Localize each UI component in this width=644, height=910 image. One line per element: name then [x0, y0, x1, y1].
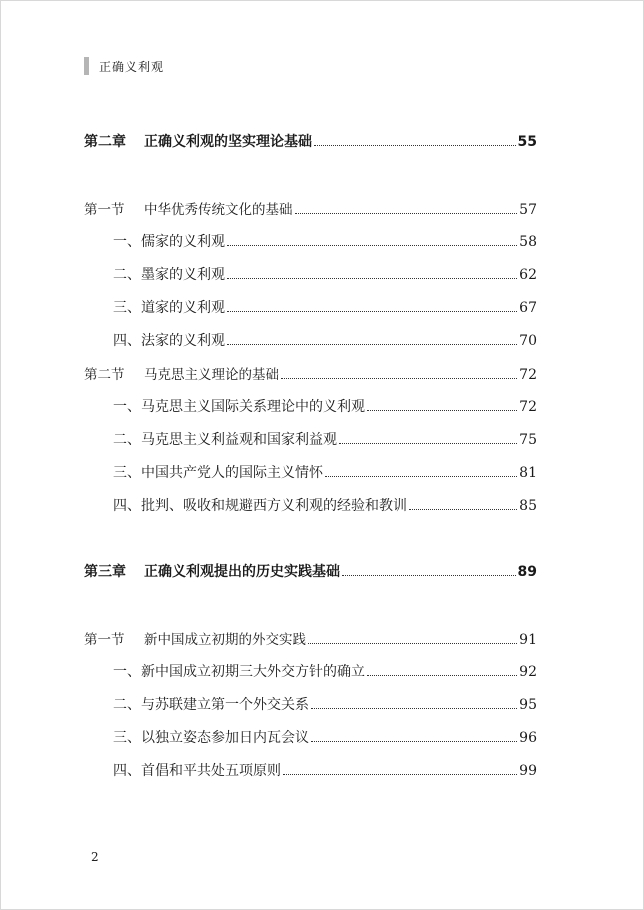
toc-entry-subsection[interactable]	[113, 495, 537, 517]
toc-entry-page: 91	[519, 632, 537, 648]
toc-dot-leader	[308, 643, 517, 644]
toc-dot-leader	[283, 774, 517, 775]
toc-entry-subsection[interactable]	[113, 661, 537, 683]
running-head-title: 正确义利观	[99, 59, 165, 74]
toc-entry-subsection[interactable]	[113, 760, 537, 782]
toc-entry-page: 58	[519, 234, 537, 250]
toc-entry-page: 89	[517, 564, 537, 580]
toc-entry-label: 一、	[113, 664, 141, 680]
toc-dot-leader	[367, 675, 517, 676]
toc-entry-subsection[interactable]	[113, 231, 537, 253]
toc-entry-section[interactable]	[84, 363, 537, 385]
toc-entry-section[interactable]	[84, 198, 537, 220]
toc-entry-page: 92	[519, 664, 537, 680]
toc-entry-subsection[interactable]	[113, 727, 537, 749]
toc-dot-leader	[314, 145, 516, 146]
toc-dot-leader	[339, 443, 517, 444]
toc-entry-page: 72	[519, 367, 537, 383]
toc-dot-leader	[295, 213, 518, 214]
running-head	[84, 57, 164, 75]
toc-entry-title: 马克思主义理论的基础	[144, 367, 279, 383]
toc-dot-leader	[311, 708, 517, 709]
toc-entry-title: 以独立姿态参加日内瓦会议	[141, 730, 309, 746]
toc-entry-page: 57	[519, 202, 537, 218]
toc-entry-subsection[interactable]	[113, 330, 537, 352]
toc-entry-subsection[interactable]	[113, 297, 537, 319]
toc-entry-subsection[interactable]	[113, 694, 537, 716]
toc-dot-leader	[227, 311, 517, 312]
toc-entry-title: 新中国成立初期三大外交方针的确立	[141, 664, 365, 680]
toc-entry-page: 75	[519, 432, 537, 448]
toc-entry-label: 二、	[113, 432, 141, 448]
toc-entry-label: 二、	[113, 267, 141, 283]
toc-entry-label: 二、	[113, 697, 141, 713]
toc-entry-label: 三、	[113, 730, 141, 746]
toc-entry-chapter[interactable]	[84, 131, 537, 153]
toc-entry-page: 62	[519, 267, 537, 283]
toc-dot-leader	[367, 410, 517, 411]
toc-entry-title: 儒家的义利观	[141, 234, 225, 250]
toc-entry-title: 马克思主义国际关系理论中的义利观	[141, 399, 365, 415]
toc-entry-label: 四、	[113, 498, 141, 514]
toc-entry-label: 一、	[113, 234, 141, 250]
toc-entry-title: 正确义利观的坚实理论基础	[144, 134, 312, 150]
toc-entry-label: 第二章	[84, 134, 126, 150]
toc-dot-leader	[227, 245, 517, 246]
toc-entry-title: 新中国成立初期的外交实践	[144, 632, 306, 648]
toc-entry-section[interactable]	[84, 628, 537, 650]
toc-entry-chapter[interactable]	[84, 561, 537, 583]
toc-entry-subsection[interactable]	[113, 429, 537, 451]
toc-entry-title: 正确义利观提出的历史实践基础	[144, 564, 340, 580]
running-head-bar	[84, 57, 89, 75]
toc-entry-title: 法家的义利观	[141, 333, 225, 349]
toc-entry-label: 第二节	[84, 367, 125, 383]
toc-entry-page: 96	[519, 730, 537, 746]
toc-entry-page: 85	[519, 498, 537, 514]
toc-entry-label: 第一节	[84, 632, 125, 648]
toc-entry-page: 55	[517, 134, 537, 150]
toc-entry-subsection[interactable]	[113, 396, 537, 418]
toc-dot-leader	[311, 741, 517, 742]
toc-dot-leader	[227, 344, 517, 345]
toc-entry-page: 72	[519, 399, 537, 415]
toc-dot-leader	[281, 378, 517, 379]
toc-entry-title: 首倡和平共处五项原则	[141, 763, 281, 779]
toc-entry-page: 70	[519, 333, 537, 349]
toc-dot-leader	[409, 509, 517, 510]
toc-entry-title: 批判、吸收和规避西方义利观的经验和教训	[141, 498, 407, 514]
toc-entry-label: 四、	[113, 763, 141, 779]
toc-entry-subsection[interactable]	[113, 264, 537, 286]
toc-entry-title: 马克思主义利益观和国家利益观	[141, 432, 337, 448]
toc-dot-leader	[325, 476, 517, 477]
toc-entry-label: 三、	[113, 465, 141, 481]
toc-entry-label: 第三章	[84, 564, 126, 580]
toc-dot-leader	[342, 575, 516, 576]
toc-entry-label: 第一节	[84, 202, 125, 218]
page-number: 2	[91, 850, 99, 864]
toc-entry-label: 三、	[113, 300, 141, 316]
toc-dot-leader	[227, 278, 517, 279]
toc-entry-page: 99	[519, 763, 537, 779]
toc-entry-title: 墨家的义利观	[141, 267, 225, 283]
toc-entry-page: 81	[519, 465, 537, 481]
toc-entry-label: 一、	[113, 399, 141, 415]
toc-entry-page: 67	[519, 300, 537, 316]
toc-entry-label: 四、	[113, 333, 141, 349]
toc-entry-title: 道家的义利观	[141, 300, 225, 316]
toc-entry-page: 95	[519, 697, 537, 713]
toc-entry-title: 中国共产党人的国际主义情怀	[141, 465, 323, 481]
toc-entry-title: 与苏联建立第一个外交关系	[141, 697, 309, 713]
toc-entry-subsection[interactable]	[113, 462, 537, 484]
toc-entry-title: 中华优秀传统文化的基础	[144, 202, 293, 218]
